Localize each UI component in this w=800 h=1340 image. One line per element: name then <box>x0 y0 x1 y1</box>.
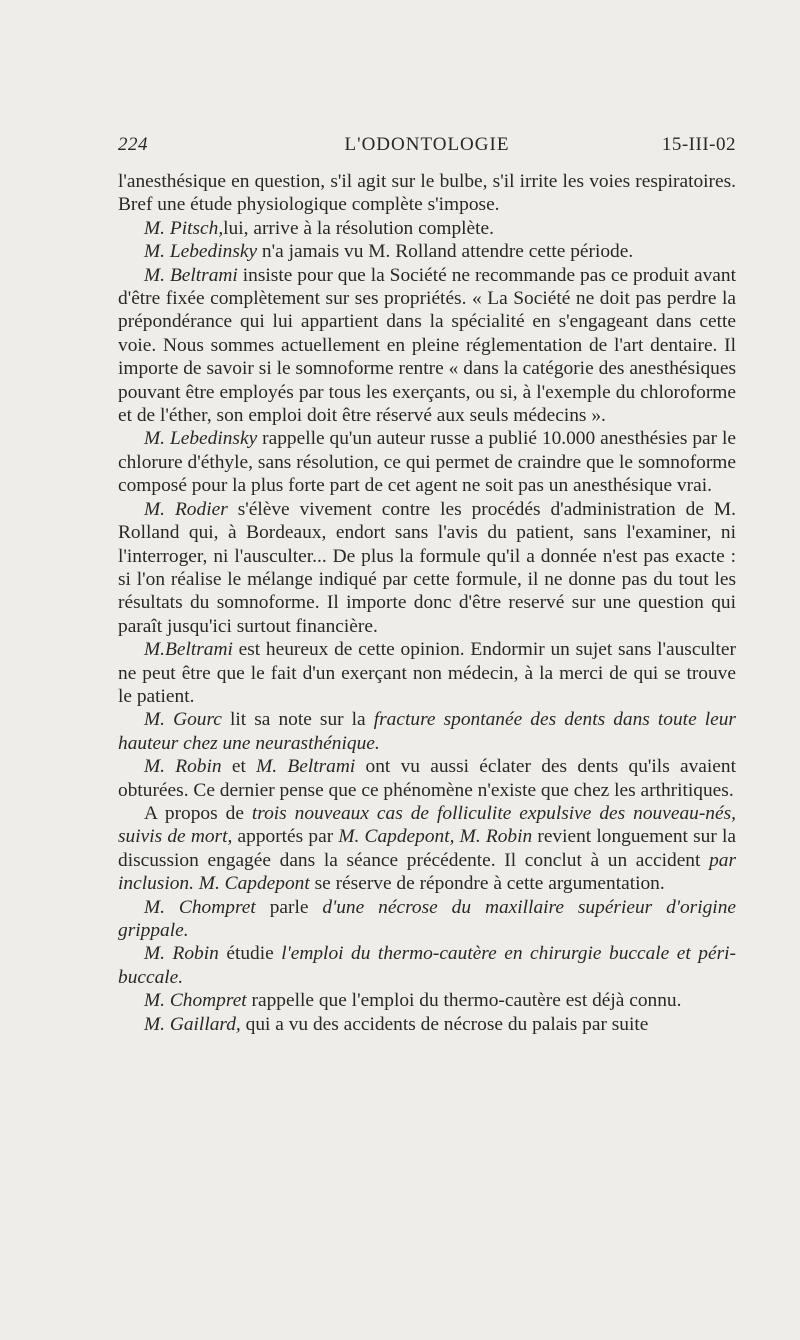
page-number: 224 <box>118 134 148 155</box>
paragraph <box>118 755 736 802</box>
italic-text: M. Gourc <box>144 709 222 731</box>
italic-text: M. Lebedinsky <box>144 241 258 263</box>
text-run: n'a jamais vu M. Rolland attendre cette période. <box>257 241 634 263</box>
text-run: est heureux de cette opinion. Endormir un sujet sans l'ausculter ne peut être que le fait d'un exerçant non médecin, à la merci de qui se trouve le patient. <box>118 639 736 707</box>
journal-title: L'ODONTOLOGIE <box>344 134 510 155</box>
paragraph <box>118 942 736 989</box>
text-run: se réserve de répondre à cette argumentation. <box>309 873 665 895</box>
italic-text: d'une nécrose du maxillaire supérieur d'origine grippale. <box>118 896 736 941</box>
italic-text: fracture spontanée des dents dans toute leur hauteur chez une neurasthénique. <box>118 709 736 754</box>
paragraph <box>118 989 736 1012</box>
text-run: et <box>221 756 257 778</box>
paragraph <box>118 170 736 217</box>
text-run: qui a vu des accidents de nécrose du palais par suite <box>240 1013 649 1035</box>
italic-text: M. Chompret <box>144 896 256 918</box>
italic-text: par inclusion. M. Capdepont <box>118 849 736 895</box>
paragraph <box>118 240 736 263</box>
italic-text: M. Beltrami <box>144 264 238 286</box>
paragraph <box>118 264 736 428</box>
text-run: s'élève vivement contre les procédés d'administration de M. Rolland qui, à Bordeaux, endort sans l'avis du patient, sans l'examiner, ni l'interroger, ni l'ausculter... De plus la formule qu'il a donnée n'est pas exacte : si l'on réalise le mélange indiqué par cette formule, il ne donne pas du tout les résultats du somnoforme. Il importe donc d'être reservé sur une question qui paraît jusqu'ici surtout financière. <box>118 498 736 637</box>
italic-text: M. Rodier <box>144 498 228 520</box>
paragraph <box>118 217 736 240</box>
paragraph <box>118 427 736 497</box>
italic-text: M.Beltrami <box>144 639 233 661</box>
text-run: lit sa note sur la <box>221 709 374 731</box>
text-run: rappelle qu'un auteur russe a publié 10.000 anesthésies par le chlorure d'éthyle, sans résolution, ce qui permet de craindre que le somnoforme composé pour la plus forte part de cet agent ne soit pas un anesthésique vrai. <box>118 428 737 497</box>
italic-text: M. Gaillard, <box>144 1013 241 1035</box>
text-run: insiste pour que la Société ne recommande pas ce produit avant d'être fixée complètement sur ses propriétés. « La Société ne doit pas perdre la prépondérance qui lui appartient dans la spécialité en s'engageant dans cette voie. Nous sommes actuellement en pleine réglementation de l'art dentaire. Il importe de savoir si le somnoforme rentre « dans la catégorie des anesthésiques pouvant être employés par tous les exerçants, ou si, à l'exemple du chloroforme et de l'éther, son emploi doit être réservé aux seuls médecins ». <box>118 264 736 427</box>
italic-text: trois nouveaux cas de folliculite expulsive des nouveau-nés, suivis de mort, <box>118 802 736 848</box>
text-run: revient longuement sur la discussion engagée dans la séance précédente. Il conclut à un accident <box>118 826 736 871</box>
text-run: apportés par <box>232 826 339 848</box>
italic-text: M. Capdepont, M. Robin <box>338 826 533 848</box>
italic-text: l'emploi du thermo-cautère en chirurgie buccale et péri-buccale. <box>118 943 736 988</box>
text-run: rappelle que l'emploi du thermo-cautère est déjà connu. <box>246 990 682 1012</box>
paragraph <box>118 498 736 638</box>
paragraph <box>118 1013 736 1036</box>
italic-text: M. Pitsch, <box>144 217 224 239</box>
italic-text: M. Chompret <box>144 990 247 1012</box>
italic-text: M. Robin <box>144 943 219 965</box>
text-run: A propos de <box>144 802 252 824</box>
text-run: parle <box>255 896 323 918</box>
text-run: étudie <box>218 943 282 965</box>
italic-text: M. Robin <box>144 756 222 778</box>
body-text <box>118 170 736 1036</box>
italic-text: M. Lebedinsky <box>144 428 258 450</box>
text-run: l'anesthésique en question, s'il agit sur le bulbe, s'il irrite les voies respiratoires. Bref une étude physiologique complète s'impose. <box>118 171 736 216</box>
paragraph <box>118 802 736 896</box>
paragraph <box>118 896 736 943</box>
text-run: ont vu aussi éclater des dents qu'ils avaient obturées. Ce dernier pense que ce phénomène n'existe que chez les arthritiques. <box>118 756 736 801</box>
issue-date: 15-III-02 <box>661 134 736 155</box>
paragraph <box>118 638 736 708</box>
running-header <box>118 134 736 160</box>
paragraph <box>118 708 736 755</box>
text-run: lui, arrive à la résolution complète. <box>223 217 495 239</box>
italic-text: M. Beltrami <box>256 756 356 778</box>
